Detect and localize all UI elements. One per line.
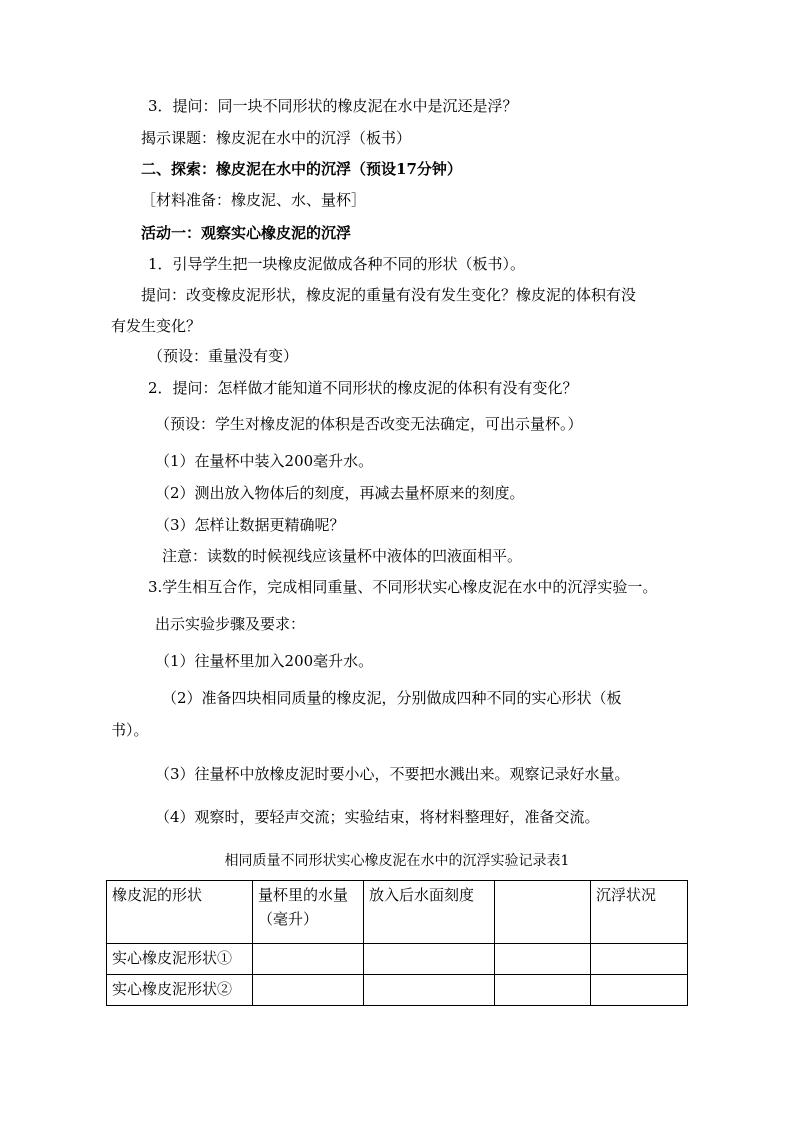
record-table xyxy=(106,880,688,1006)
activity-1-heading: 活动一：观察实心橡皮泥的沉浮 xyxy=(141,224,352,242)
requirement-1: （1）往量杯里加入200毫升水。 xyxy=(155,652,374,670)
table-cell xyxy=(495,944,591,975)
table-cell xyxy=(364,944,495,975)
materials-note: ［材料准备：橡皮泥、水、量杯］ xyxy=(141,191,367,209)
table-row xyxy=(107,944,688,975)
header-cell-blank xyxy=(495,881,591,944)
table-header-row xyxy=(107,881,688,944)
table-cell: 实心橡皮泥形状① xyxy=(107,944,253,975)
question-text: 提问：改变橡皮泥形状，橡皮泥的重量有没有发生变化？橡皮泥的体积有没 xyxy=(141,286,637,304)
preset-note-weight: （预设：重量没有变） xyxy=(148,347,299,365)
preset-note-volume: （预设：学生对橡皮泥的体积是否改变无法确定，可出示量杯。） xyxy=(155,415,583,433)
header-cell-water-volume: 量杯里的水量（毫升） xyxy=(253,881,364,944)
requirement-2-cont: 书）。 xyxy=(111,721,149,739)
section-heading-explore: 二、探索：橡皮泥在水中的沉浮（预设17分钟） xyxy=(141,160,462,178)
table-row xyxy=(107,975,688,1006)
requirement-3: （3）往量杯中放橡皮泥时要小心，不要把水溅出来。观察记录好水量。 xyxy=(155,765,630,783)
header-cell-level-after: 放入后水面刻度 xyxy=(364,881,495,944)
requirement-4: （4）观察时，要轻声交流；实验结束，将材料整理好，准备交流。 xyxy=(155,808,600,826)
table-cell xyxy=(591,975,688,1006)
step-3: 3.学生相互合作，完成相同重量、不同形状实心橡皮泥在水中的沉浮实验一。 xyxy=(148,578,658,596)
lesson-topic: 揭示课题：橡皮泥在水中的沉浮（板书） xyxy=(141,129,412,147)
requirement-2: （2）准备四块相同质量的橡皮泥，分别做成四种不同的实心形状（板 xyxy=(162,689,622,707)
requirements-label: 出示实验步骤及要求： xyxy=(155,615,306,633)
header-cell-shape: 橡皮泥的形状 xyxy=(107,881,253,944)
substep-1: （1）在量杯中装入200毫升水。 xyxy=(155,452,374,470)
step-2: 2．提问：怎样做才能知道不同形状的橡皮泥的体积有没有变化？ xyxy=(148,379,578,397)
table-caption: 相同质量不同形状实心橡皮泥在水中的沉浮实验记录表1 xyxy=(224,853,570,869)
table-cell xyxy=(495,975,591,1006)
substep-3: （3）怎样让数据更精确呢？ xyxy=(155,516,345,534)
reading-note: 注意：读数的时候视线应该量杯中液体的凹液面相平。 xyxy=(162,547,523,565)
table-cell xyxy=(253,944,364,975)
table-cell xyxy=(591,944,688,975)
table-cell xyxy=(364,975,495,1006)
question-3: 3．提问：同一块不同形状的橡皮泥在水中是沉还是浮？ xyxy=(148,97,518,115)
header-cell-float-status: 沉浮状况 xyxy=(591,881,688,944)
question-text-cont: 有发生变化？ xyxy=(111,317,202,335)
table-cell: 实心橡皮泥形状② xyxy=(107,975,253,1006)
table-cell xyxy=(253,975,364,1006)
substep-2: （2）测出放入物体后的刻度，再减去量杯原来的刻度。 xyxy=(155,484,525,502)
step-1: 1．引导学生把一块橡皮泥做成各种不同的形状（板书）。 xyxy=(148,255,526,273)
